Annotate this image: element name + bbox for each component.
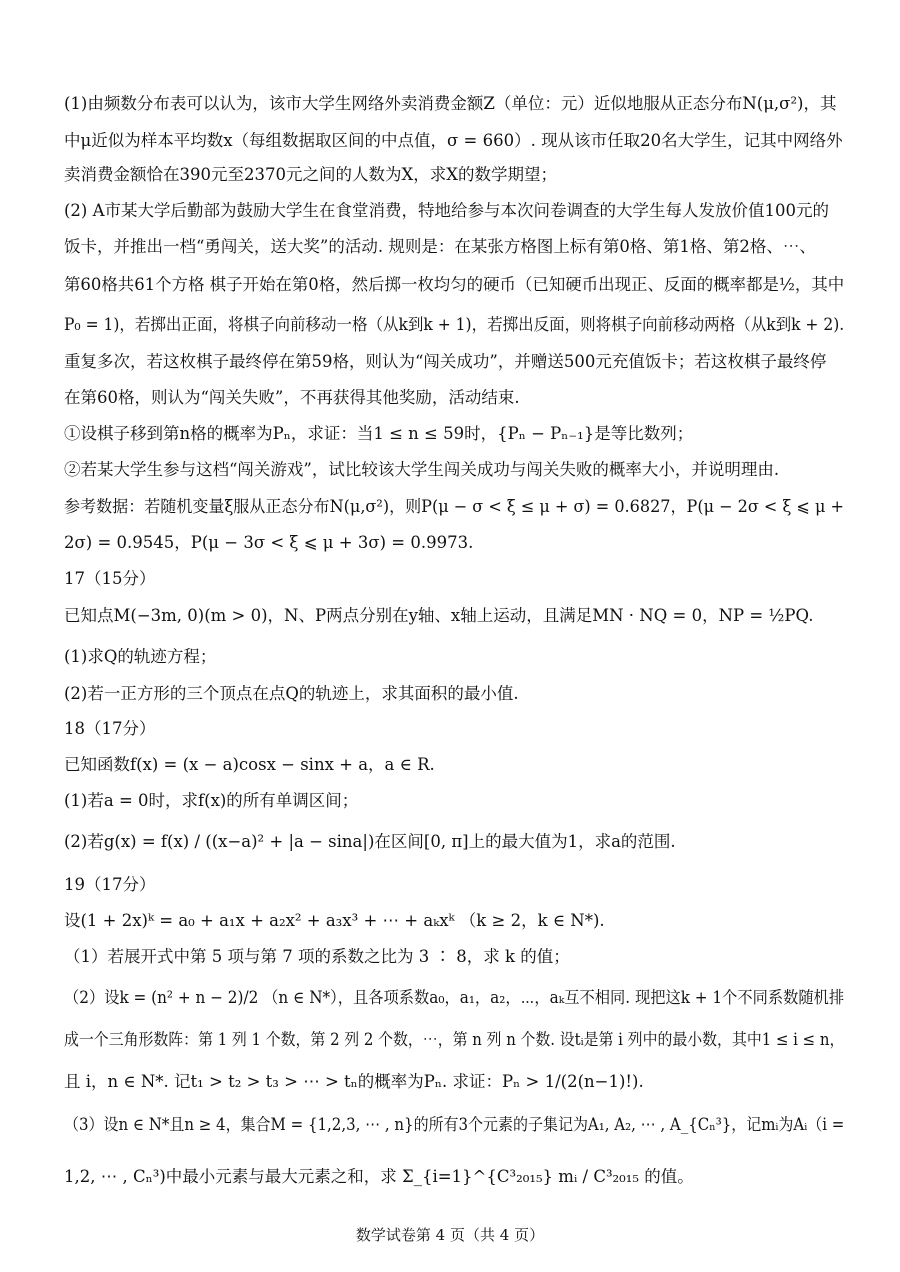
text-line: （3）设n ∈ N*且n ≥ 4，集合M = {1,2,3, ⋯ , n}的所有3个元素的子集记为A₁, A₂, ⋯ , A_{Cₙ³}，记mᵢ为Aᵢ（i = xyxy=(64,1115,845,1134)
page-footer: 数学试卷第 4 页（共 4 页） xyxy=(355,1226,545,1244)
text-line: 重复多次，若这枚棋子最终停在第59格，则认为“闯关成功”，并赠送500元充值饭卡；若这枚棋子最终停 xyxy=(64,352,827,371)
question-number: 18（17分） xyxy=(64,719,156,738)
text-line: 第60格共61个方格 棋子开始在第0格，然后掷一枚均匀的硬币（已知硬币出现正、反面的概率都是½，其中 xyxy=(64,275,845,294)
question-number: 17（15分） xyxy=(64,569,156,588)
text-line: （2）设k = (n² + n − 2)/2 （n ∈ N*），且各项系数a₀，a₁，a₂，⋯，aₖ互不相同. 现把这k + 1个不同系数随机排 xyxy=(64,988,845,1007)
text-line: 设(1 + 2x)ᵏ = a₀ + a₁x + a₂x² + a₃x³ + ⋯ + aₖxᵏ （k ≥ 2，k ∈ N*). xyxy=(64,911,605,930)
question-number: 19（17分） xyxy=(64,875,156,894)
text-line: (1)求Q的轨迹方程； xyxy=(64,647,217,666)
text-line: 成一个三角形数阵：第 1 列 1 个数，第 2 列 2 个数，⋯，第 n 列 n 个数. 设tᵢ是第 i 列中的最小数，其中1 ≤ i ≤ n， xyxy=(64,1030,845,1049)
text-line: 中μ近似为样本平均数x（每组数据取区间的中点值，σ = 660）. 现从该市任取20名大学生，记其中网络外 xyxy=(64,131,843,150)
text-line: 饭卡，并推出一档“勇闯关，送大奖”的活动. 规则是：在某张方格图上标有第0格、第1格、第2格、⋯、 xyxy=(64,237,816,256)
text-line: 2σ) = 0.9545，P(μ − 3σ < ξ ⩽ μ + 3σ) = 0.9973. xyxy=(64,533,474,552)
text-line: P₀ = 1)，若掷出正面，将棋子向前移动一格（从k到k + 1)，若掷出反面，则将棋子向前移动两格（从k到k + 2). xyxy=(64,315,845,334)
text-line: ①设棋子移到第n格的概率为Pₙ，求证：当1 ≤ n ≤ 59时，{Pₙ − Pₙ₋₁}是等比数列； xyxy=(64,424,694,443)
text-line: 1,2, ⋯ , Cₙ³)中最小元素与最大元素之和，求 Σ_{i=1}^{C³₂₀₁₅} mᵢ / C³₂₀₁₅ 的值。 xyxy=(64,1167,694,1186)
text-line: 已知函数f(x) = (x − a)cosx − sinx + a，a ∈ R. xyxy=(64,755,435,774)
text-line: （1）若展开式中第 5 项与第 7 项的系数之比为 3 ∶ 8，求 k 的值； xyxy=(64,947,570,966)
text-line: 参考数据：若随机变量ξ服从正态分布N(μ,σ²)，则P(μ − σ < ξ ≤ μ + σ) = 0.6827，P(μ − 2σ < ξ ⩽ μ + xyxy=(64,497,844,516)
text-line: (2)若g(x) = f(x) / ((x−a)² + |a − sina|)在区间[0, π]上的最大值为1，求a的范围. xyxy=(64,832,676,851)
text-line: (2) A市某大学后勤部为鼓励大学生在食堂消费，特地给参与本次问卷调查的大学生每人发放价值100元的 xyxy=(64,201,830,220)
text-line: (1)若a = 0时，求f(x)的所有单调区间； xyxy=(64,791,359,810)
text-line: 卖消费金额恰在390元至2370元之间的人数为X，求X的数学期望； xyxy=(64,165,557,184)
text-line: 且 i，n ∈ N*. 记t₁ > t₂ > t₃ > ⋯ > tₙ的概率为Pₙ. 求证：Pₙ > 1/(2(n−1)!). xyxy=(64,1072,644,1091)
text-line: 在第60格，则认为“闯关失败”，不再获得其他奖励，活动结束. xyxy=(64,388,520,407)
text-line: (2)若一正方形的三个顶点在点Q的轨迹上，求其面积的最小值. xyxy=(64,684,519,703)
text-line: (1)由频数分布表可以认为，该市大学生网络外卖消费金额Z（单位：元）近似地服从正态分布N(μ,σ²)，其 xyxy=(64,94,837,113)
text-line: ②若某大学生参与这档“闯关游戏”，试比较该大学生闯关成功与闯关失败的概率大小，并说明理由. xyxy=(64,460,780,479)
text-line: 已知点M(−3m, 0)(m > 0)，N、P两点分别在y轴、x轴上运动，且满足MN · NQ = 0，NP = ½PQ. xyxy=(64,606,814,625)
